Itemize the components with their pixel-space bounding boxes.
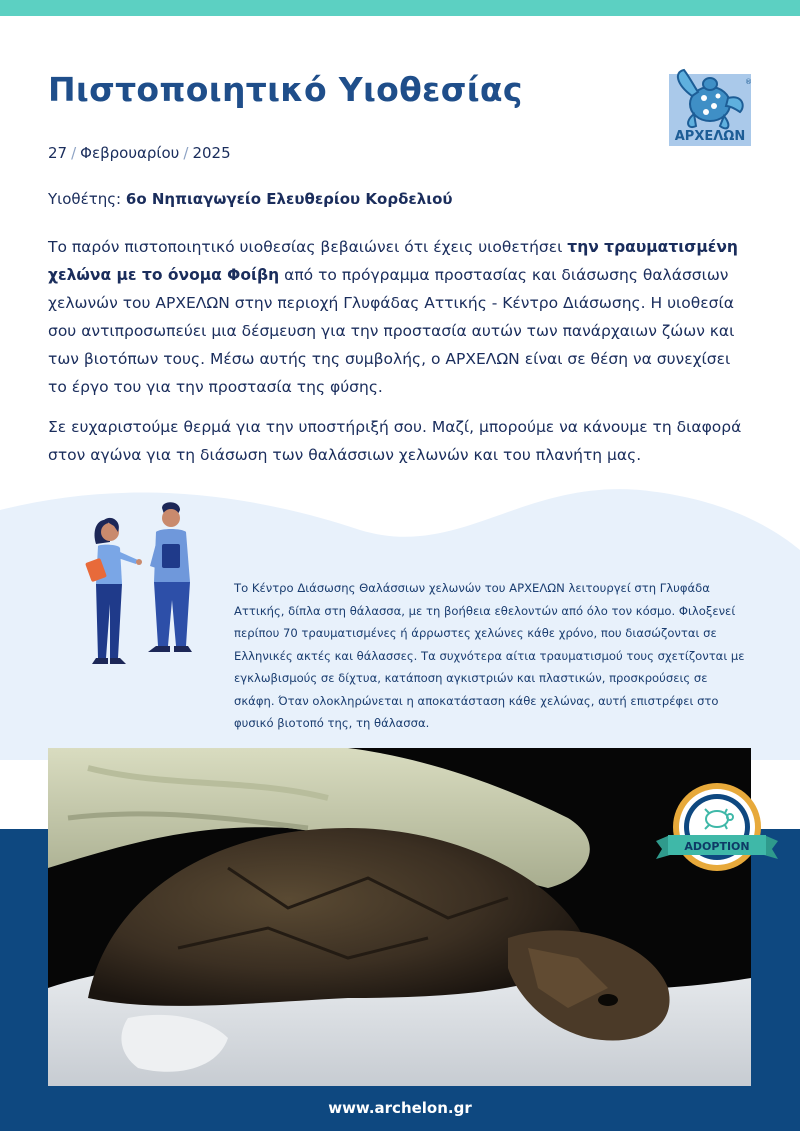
woman-figure	[85, 518, 142, 664]
intro-text-1: Το παρόν πιστοποιητικό υιοθεσίας βεβαιώνει ότι έχεις υιοθετήσει	[48, 238, 568, 256]
rescue-center-info: Το Κέντρο Διάσωσης Θαλάσσιων χελωνών του ΑΡΧΕΛΩΝ λειτουργεί στη Γλυφάδα Αττικής, δίπλα στη θάλασσα, με τη βοήθεια εθελοντών από όλο τον κόσμο. Φιλοξενεί περίπου 70 τραυματισμένες ή άρρωστες χελώνες κάθε χρόνο, που διασώζονται σε Ελληνικές ακτές και θάλασσες. Τα συχνότερα αίτια τραυματισμού τους σχετίζονται με εγκλωβισμούς σε δίχτυα, κατάποση αγκιστριών και πλαστικών, προσκρούσεις σε σκάφη. Όταν ολοκληρώνεται η αποκατάσταση κάθε χελώνας, αυτή επιστρέφει στο φυσικό βιοτοπό της, τη θάλασσα.	[234, 581, 745, 730]
date-month: Φεβρουαρίου	[80, 144, 180, 162]
thanks-paragraph: Σε ευχαριστούμε θερμά για την υποστήριξή σου. Μαζί, μπορούμε να κάνουμε τη διαφορά στον αγώνα για τη διάσωση των θαλάσσιων χελωνών και του πλανήτη μας.	[48, 418, 742, 464]
intro-paragraph	[48, 233, 748, 401]
sea-turtle-icon	[669, 54, 751, 146]
adopter-line	[48, 190, 453, 208]
adopter-name: 6ο Νηπιαγωγείο Ελευθερίου Κορδελιού	[125, 190, 453, 208]
turtle-photo	[48, 748, 751, 1086]
page-title: Πιστοποιητικό Υιοθεσίας	[48, 70, 523, 109]
volunteers-illustration	[74, 500, 204, 675]
badge-label: ADOPTION	[684, 840, 750, 853]
intro-text-2: από το πρόγραμμα προστασίας και διάσωσης θαλάσσιων χελωνών του ΑΡΧΕΛΩΝ στην περιοχή Γλυφάδας Αττικής - Κέντρο Διάσωσης. Η υιοθεσία σου αντιπροσωπεύει μια δέσμευση για την προστασία αυτών των πανάρχαιων ζώων και των βιοτόπων τους. Μέσω αυτής της συμβολής, ο ΑΡΧΕΛΩΝ είναι σε θέση να συνεχίσει το έργο του για την προστασία της φύσης.	[48, 266, 735, 396]
certificate-date: 27 / Φεβρουαρίου / 2025	[48, 144, 231, 162]
date-year: 2025	[192, 144, 231, 162]
registered-mark: ®	[745, 78, 752, 86]
date-day: 27	[48, 144, 68, 162]
archelon-logo	[669, 54, 751, 146]
injured-turtle-image	[48, 748, 751, 1086]
turtle-name-highlight: την τραυματισμένη χελώνα με το όνομα Φοίβη	[48, 238, 738, 284]
man-figure	[148, 502, 192, 652]
adoption-badge	[652, 781, 782, 881]
website-link[interactable]: www.archelon.gr	[328, 1099, 472, 1117]
top-accent-bar	[0, 0, 800, 16]
logo-text: ΑΡΧΕΛΩΝ	[674, 129, 746, 144]
adopter-label: Υιοθέτης:	[48, 190, 122, 208]
